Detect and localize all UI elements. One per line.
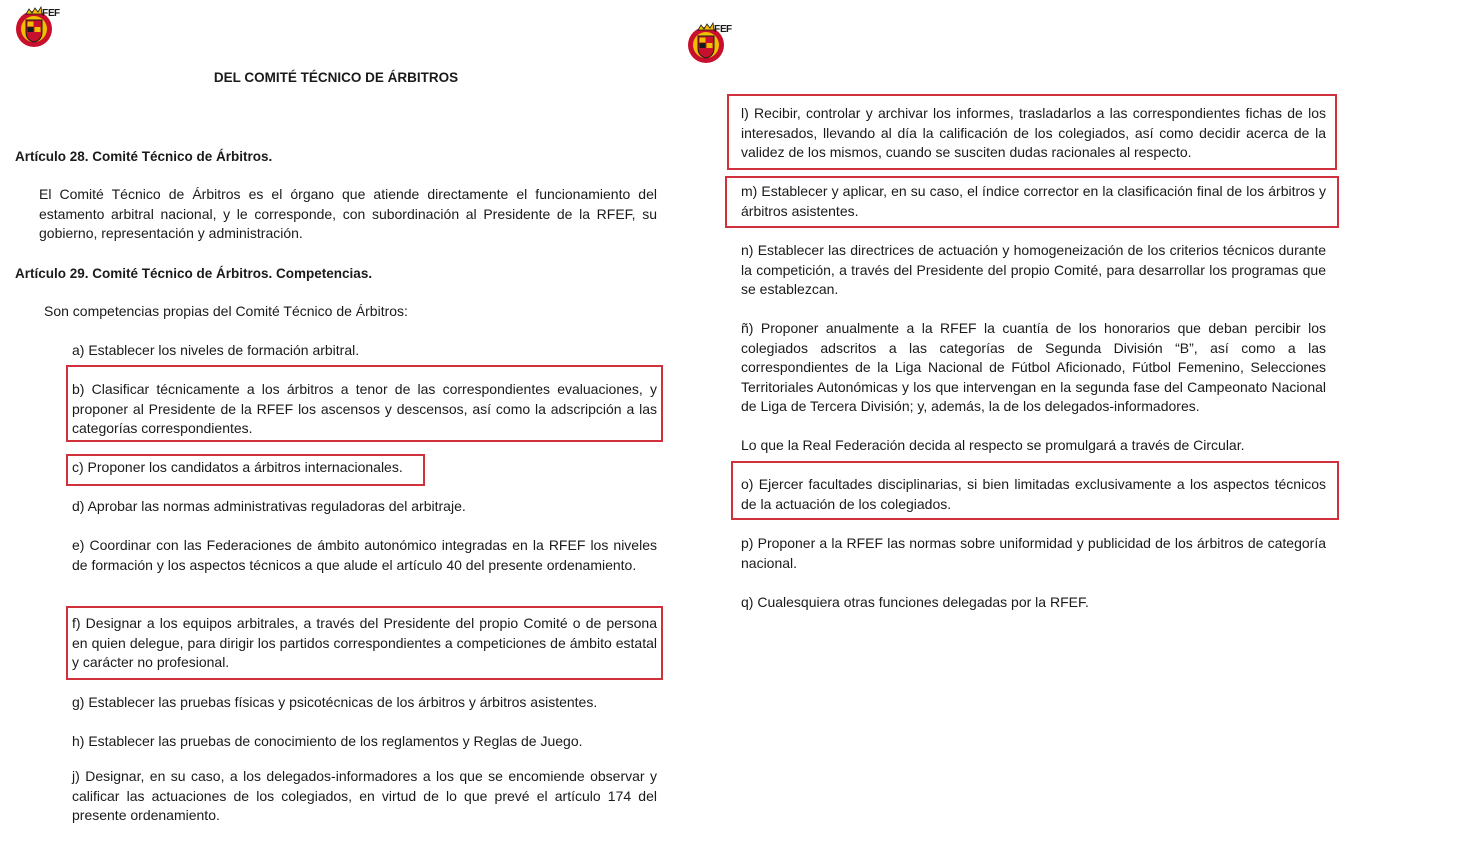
rfef-crest-icon bbox=[12, 2, 62, 52]
item-p: p) Proponer a la RFEF las normas sobre uniformidad y publicidad de los árbitros de categoría nacional. bbox=[741, 535, 1326, 571]
item-f: f) Designar a los equipos arbitrales, a través del Presidente del propio Comité o de persona en quien delegue, para dirigir los partidos correspondientes a competiciones de ámbito estatal y carácter no profesional. bbox=[72, 615, 657, 671]
svg-text:E: E bbox=[48, 8, 55, 19]
item-l: l) Recibir, controlar y archivar los informes, trasladarlos a las correspondientes fichas de los interesados, llevando al día la calificación de los colegiados, así como decidir acerca de la validez de los mismos, cuando se susciten dudas racionales al respecto. bbox=[741, 105, 1326, 161]
item-q: q) Cualesquiera otras funciones delegadas por la RFEF. bbox=[741, 594, 1089, 610]
svg-text:F: F bbox=[726, 24, 733, 35]
article-28-text: El Comité Técnico de Árbitros es el órgano que atiende directamente el funcionamiento del estamento arbitral nacional, y le corresponde, con subordinación al Presidente de la RFEF, su gobierno, representación y administración. bbox=[39, 186, 657, 242]
item-h: h) Establecer las pruebas de conocimiento de los reglamentos y Reglas de Juego. bbox=[72, 733, 583, 749]
right-page bbox=[680, 0, 1461, 850]
item-m: m) Establecer y aplicar, en su caso, el índice corrector en la clasificación final de los árbitros y árbitros asistentes. bbox=[741, 183, 1326, 219]
svg-text:F: F bbox=[54, 8, 61, 19]
svg-text:F: F bbox=[714, 24, 721, 35]
item-j: j) Designar, en su caso, a los delegados-informadores a los que se encomiende observar y calificar las actuaciones de los colegiados, en virtud de lo que prevé el artículo 174 del presente ordenamiento. bbox=[72, 768, 657, 824]
item-g: g) Establecer las pruebas físicas y psicotécnicas de los árbitros y árbitros asistentes. bbox=[72, 694, 598, 710]
item-enye: ñ) Proponer anualmente a la RFEF la cuantía de los honorarios que deban percibir los colegiados adscritos a las categorías de Segunda División “B”, así como a las correspondientes de la Liga Nacional de Fútbol Aficionado, Fútbol Femenino, Selecciones Territoriales Autonómicas y los que intervengan en la segunda fase del Campeonato Nacional de Liga de Tercera División; y, además, la de los delegados-informadores. bbox=[741, 320, 1326, 415]
item-b: b) Clasificar técnicamente a los árbitros a tenor de las correspondientes evaluaciones, y proponer al Presidente de la RFEF los ascensos y descensos, así como la adscripción a las categorías correspondientes. bbox=[72, 381, 657, 437]
item-e: e) Coordinar con las Federaciones de ámbito autonómico integradas en la RFEF los niveles de formación y los aspectos técnicos a que alude el artículo 40 del presente ordenamiento. bbox=[72, 537, 657, 573]
article-29-intro: Son competencias propias del Comité Técnico de Árbitros: bbox=[44, 303, 408, 319]
svg-text:E: E bbox=[720, 24, 727, 35]
svg-text:F: F bbox=[42, 8, 49, 19]
rfef-crest-icon bbox=[684, 18, 734, 68]
article-28-heading: Artículo 28. Comité Técnico de Árbitros. bbox=[15, 149, 273, 164]
item-c: c) Proponer los candidatos a árbitros internacionales. bbox=[72, 459, 403, 475]
item-a: a) Establecer los niveles de formación arbitral. bbox=[72, 342, 360, 358]
circular-note: Lo que la Real Federación decida al respecto se promulgará a través de Circular. bbox=[741, 437, 1245, 453]
left-page bbox=[0, 0, 680, 850]
item-n: n) Establecer las directrices de actuación y homogeneización de los criterios técnicos durante la competición, a través del Presidente del propio Comité, para desarrollar los programas que se establezcan. bbox=[741, 242, 1326, 298]
article-29-heading: Artículo 29. Comité Técnico de Árbitros. Competencias. bbox=[15, 266, 373, 281]
item-d: d) Aprobar las normas administrativas reguladoras del arbitraje. bbox=[72, 498, 466, 514]
item-o: o) Ejercer facultades disciplinarias, si bien limitadas exclusivamente a los aspectos técnicos de la actuación de los colegiados. bbox=[741, 476, 1326, 512]
section-title: DEL COMITÉ TÉCNICO DE ÁRBITROS bbox=[213, 70, 459, 85]
